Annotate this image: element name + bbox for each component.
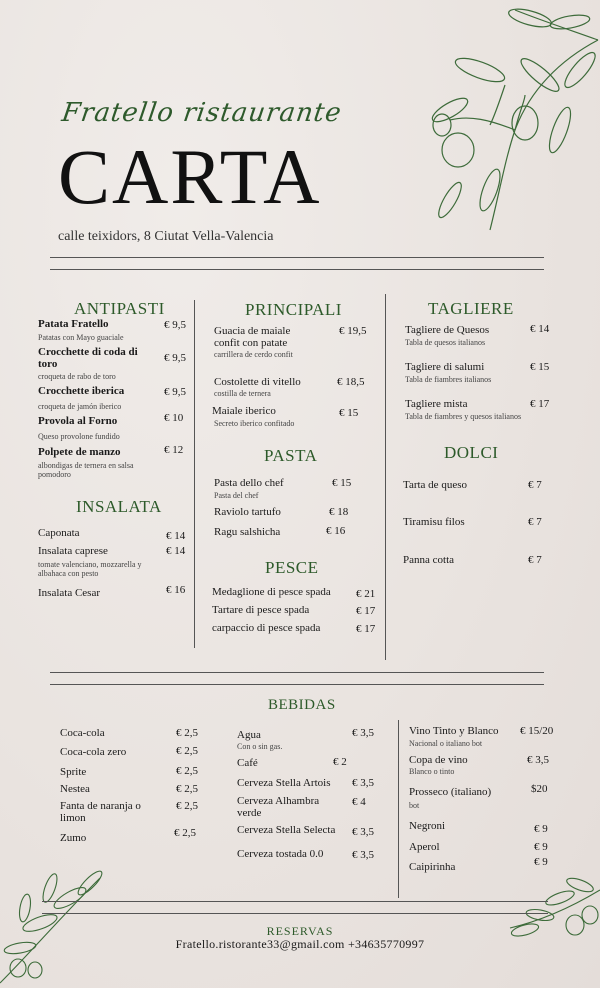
reservations-title: RESERVAS (266, 924, 334, 938)
drink-name: Coca-cola (60, 727, 105, 739)
menu-item-description: croqueta de rabo de toro (38, 372, 116, 381)
drink-price: € 9 (534, 856, 548, 868)
menu-item-name: Guacia de maiale confit con patate (214, 325, 291, 349)
drink-price: € 2,5 (176, 745, 198, 757)
drink-name: Cerveza Stella Selecta (237, 824, 336, 836)
drink-price: € 2,5 (176, 765, 198, 777)
menu-item-name: Crocchette iberica (38, 385, 125, 397)
drink-price: € 3,5 (352, 826, 374, 838)
menu-item-description: Tabla de quesos italianos (405, 338, 486, 347)
menu-item-price: € 17 (356, 623, 376, 635)
menu-item-description: Tabla de fiambres y quesos italianos (405, 412, 522, 421)
menu-item-price: € 18,5 (337, 376, 365, 388)
menu-item-price: € 16 (166, 584, 186, 596)
menu-item-price: € 9,5 (164, 352, 186, 364)
menu-item-price: € 7 (528, 516, 542, 528)
drink-price: € 2,5 (174, 827, 196, 839)
drink-price: € 9 (534, 823, 548, 835)
menu-item-price: € 15 (530, 361, 550, 373)
menu-item-description: Patatas con Mayo guaciale (38, 333, 124, 342)
menu-item-name: Costolette di vitello (214, 376, 301, 388)
menu-item-name: Tarta de queso (403, 479, 467, 491)
restaurant-name: Fratello ristaurante (59, 98, 344, 128)
menu-item-name: carpaccio di pesce spada (212, 622, 321, 634)
drink-price: € 3,5 (352, 777, 374, 789)
menu-item-description: tomate valenciano, mozzarella y albahaca con pesto (38, 560, 142, 578)
drink-description: bot (409, 801, 420, 810)
menu-item-description: croqueta de jamón iberico (38, 402, 122, 411)
drink-name: Prosseco (italiano) (409, 786, 492, 798)
menu-item-name: Patata Fratello (38, 318, 109, 330)
drink-name: Cerveza Alhambra verde (237, 795, 320, 819)
divider (50, 269, 544, 270)
drink-name: Agua (237, 729, 261, 741)
reservations-contact[interactable]: Fratello.ristorante33@gmail.com +34635770997 (175, 937, 425, 951)
menu-item-price: € 16 (326, 525, 346, 537)
menu-item-name: Insalata caprese (38, 545, 108, 557)
menu-item-name: Tagliere di salumi (405, 361, 485, 373)
column-divider (194, 300, 195, 648)
menu-item-price: € 17 (530, 398, 550, 410)
drink-description: Con o sin gas. (237, 742, 283, 751)
drink-name: Negroni (409, 820, 446, 832)
menu-item-description: costilla de ternera (214, 389, 271, 398)
section-title-tagliere: TAGLIERE (428, 299, 514, 318)
drink-price: € 3,5 (352, 727, 374, 739)
menu-item-price: € 17 (356, 605, 376, 617)
menu-item-name: Tagliere mista (405, 398, 468, 410)
menu-item-description: Tabla de fiambres italianos (405, 375, 492, 384)
drink-name: Zumo (60, 832, 87, 844)
menu-item-name: Caponata (38, 527, 80, 539)
divider (50, 672, 544, 673)
menu-item-name: Ragu salshicha (214, 526, 281, 538)
drink-price: € 3,5 (527, 754, 549, 766)
section-title-antipasti: ANTIPASTI (74, 299, 165, 318)
column-divider (398, 720, 399, 898)
menu-item-price: € 7 (528, 554, 542, 566)
menu-item-price: € 12 (164, 444, 184, 456)
menu-item-name: Provola al Forno (38, 415, 118, 427)
menu-item-description: Secreto iberico confitado (214, 419, 295, 428)
menu-item-name: Panna cotta (403, 554, 455, 566)
menu-item-description: albondigas de ternera en salsa pomodoro (38, 461, 134, 479)
menu-item-name: Crocchette di coda di toro (38, 346, 138, 370)
menu-item-price: € 18 (329, 506, 349, 518)
menu-item-price: € 10 (164, 412, 184, 424)
drink-price: € 2,5 (176, 800, 198, 812)
drink-name: Copa de vino (409, 754, 468, 766)
menu-item-price: € 15 (339, 407, 359, 419)
menu-item-name: Maiale iberico (212, 405, 276, 417)
column-divider (385, 294, 386, 660)
section-title-pasta: PASTA (264, 446, 318, 465)
restaurant-address: calle teixidors, 8 Ciutat Vella-Valencia (58, 229, 274, 244)
section-title-insalata: INSALATA (76, 497, 162, 516)
drink-price: $20 (531, 783, 548, 795)
drink-name: Cerveza Stella Artois (237, 777, 331, 789)
divider (42, 913, 548, 914)
menu-item-description: Pasta del chef (214, 491, 259, 500)
drink-name: Cerveza tostada 0.0 (237, 848, 324, 860)
section-title-pesce: PESCE (265, 558, 319, 577)
section-title-bebidas: BEBIDAS (268, 697, 336, 713)
menu-item-price: € 15 (332, 477, 352, 489)
olive-branch-icon (420, 0, 600, 235)
menu-item-name: Insalata Cesar (38, 587, 100, 599)
drink-name: Café (237, 757, 258, 769)
menu-item-name: Medaglione di pesce spada (212, 586, 331, 598)
menu-item-price: € 19,5 (339, 325, 367, 337)
menu-item-name: Pasta dello chef (214, 477, 284, 489)
drink-name: Aperol (409, 841, 440, 853)
page-title: CARTA (58, 133, 322, 220)
drink-description: Blanco o tinto (409, 767, 455, 776)
drink-description: Nacional o italiano bot (409, 739, 483, 748)
menu-item-price: € 9,5 (164, 319, 186, 331)
menu-item-name: Polpete de manzo (38, 446, 121, 458)
divider (50, 257, 544, 258)
menu-item-price: € 21 (356, 588, 376, 600)
menu-item-price: € 14 (166, 545, 186, 557)
drink-price: € 2,5 (176, 783, 198, 795)
menu-item-price: € 14 (166, 530, 186, 542)
menu-item-name: Tiramisu filos (403, 516, 465, 528)
drink-name: Sprite (60, 766, 87, 778)
drink-price: € 4 (352, 796, 366, 808)
drink-price: € 3,5 (352, 849, 374, 861)
divider (50, 684, 544, 685)
drink-price: € 15/20 (520, 725, 554, 737)
leaf-branch-icon (0, 858, 125, 988)
drink-name: Nestea (60, 783, 90, 795)
drink-name: Vino Tinto y Blanco (409, 725, 499, 737)
menu-item-name: Tartare di pesce spada (212, 604, 310, 616)
section-title-dolci: DOLCI (444, 443, 499, 462)
menu-item-name: Raviolo tartufo (214, 506, 281, 518)
menu-item-name: Tagliere de Quesos (405, 324, 490, 336)
section-title-principali: PRINCIPALI (245, 300, 342, 319)
menu-item-description: carrillera de cerdo confit (214, 350, 293, 359)
drink-price: € 2,5 (176, 727, 198, 739)
drink-name: Caipirinha (409, 861, 456, 873)
menu-item-price: € 14 (530, 323, 550, 335)
drink-price: € 9 (534, 841, 548, 853)
divider (42, 901, 548, 902)
drink-name: Fanta de naranja o limon (60, 800, 141, 824)
menu-item-price: € 9,5 (164, 386, 186, 398)
drink-price: € 2 (333, 756, 347, 768)
drink-name: Coca-cola zero (60, 746, 127, 758)
menu-item-price: € 7 (528, 479, 542, 491)
menu-item-description: Queso provolone fundido (38, 432, 120, 441)
